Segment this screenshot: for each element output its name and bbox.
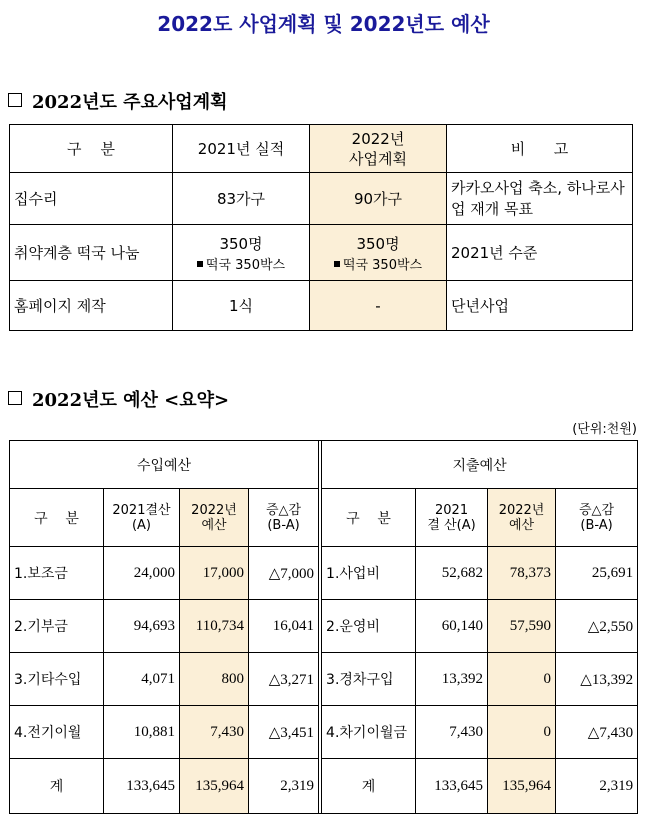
plan-2021-subtext: 떡국 350박스 (205, 257, 286, 273)
income-diff: △7,000 (249, 547, 319, 600)
expense-total-label: 계 (322, 759, 416, 814)
plan-header-row (10, 125, 633, 173)
plan-row (10, 281, 633, 331)
expense-total-2022: 135,964 (488, 759, 556, 814)
plan-2022-value: - (310, 281, 447, 331)
expense-total-diff: 2,319 (556, 759, 638, 814)
income-title: 수입예산 (10, 441, 319, 489)
expense-diff: △7,430 (556, 706, 638, 759)
income-2021: 10,881 (104, 706, 180, 759)
income-header-diff: 증△감 (B-A) (249, 489, 319, 547)
expense-total-2021: 133,645 (416, 759, 488, 814)
income-header-2022: 2022년 예산 (180, 489, 249, 547)
expense-diff: △2,550 (556, 600, 638, 653)
plan-section-heading (8, 88, 227, 114)
income-2021: 4,071 (104, 653, 180, 706)
income-diff: △3,451 (249, 706, 319, 759)
plan-2022-cell (310, 225, 447, 281)
plan-2022-subtext: 떡국 350박스 (342, 257, 423, 273)
plan-note: 단년사업 (447, 281, 633, 331)
total-row (10, 759, 638, 814)
income-2021: 94,693 (104, 600, 180, 653)
plan-2021-value: 83가구 (173, 173, 310, 225)
budget-table (9, 440, 638, 814)
expense-2021: 60,140 (416, 600, 488, 653)
income-item: 2.기부금 (10, 600, 104, 653)
plan-2021-cell (173, 225, 310, 281)
plan-2021-subvalue (177, 254, 305, 273)
income-header-item: 구 분 (10, 489, 104, 547)
expense-item: 2.운영비 (322, 600, 416, 653)
plan-2021-value: 350명 (219, 234, 263, 253)
expense-header-item: 구 분 (322, 489, 416, 547)
plan-2021-value: 1식 (173, 281, 310, 331)
plan-item: 집수리 (10, 173, 173, 225)
income-total-2021: 133,645 (104, 759, 180, 814)
expense-header-2022: 2022년 예산 (488, 489, 556, 547)
income-2022: 7,430 (180, 706, 249, 759)
income-item: 3.기타수입 (10, 653, 104, 706)
income-total-diff: 2,319 (249, 759, 319, 814)
plan-item: 홈페이지 제작 (10, 281, 173, 331)
plan-item: 취약계층 떡국 나눔 (10, 225, 173, 281)
plan-header-2022: 2022년 사업계획 (310, 125, 447, 173)
plan-header-item: 구 분 (10, 125, 173, 173)
table-row (10, 706, 638, 759)
plan-note: 카카오사업 축소, 하나로사업 재개 목표 (447, 173, 633, 225)
expense-item: 4.차기이월금 (322, 706, 416, 759)
expense-header-diff: 증△감 (B-A) (556, 489, 638, 547)
table-row (10, 653, 638, 706)
expense-2022: 57,590 (488, 600, 556, 653)
expense-diff: △13,392 (556, 653, 638, 706)
income-diff: △3,271 (249, 653, 319, 706)
income-header-2021: 2021결산 (A) (104, 489, 180, 547)
page-title: 2022도 사업계획 및 2022년도 예산 (157, 12, 490, 36)
plan-header-2021: 2021년 실적 (173, 125, 310, 173)
income-item: 1.보조금 (10, 547, 104, 600)
plan-header-note: 비 고 (447, 125, 633, 173)
budget-section-heading (8, 386, 229, 412)
expense-2022: 0 (488, 653, 556, 706)
expense-2022: 0 (488, 706, 556, 759)
checkbox-square-icon (8, 93, 22, 107)
table-row (10, 600, 638, 653)
plan-2022-value: 90가구 (310, 173, 447, 225)
expense-diff: 25,691 (556, 547, 638, 600)
income-2022: 800 (180, 653, 249, 706)
plan-2022-subvalue (314, 254, 442, 273)
plan-note: 2021년 수준 (447, 225, 633, 281)
plan-row (10, 173, 633, 225)
expense-2021: 13,392 (416, 653, 488, 706)
income-2022: 17,000 (180, 547, 249, 600)
bullet-square-icon (197, 261, 203, 267)
plan-row (10, 225, 633, 281)
income-total-2022: 135,964 (180, 759, 249, 814)
income-item: 4.전기이월 (10, 706, 104, 759)
unit-label: (단위:천원) (572, 422, 637, 437)
plan-heading-text: 2022년도 주요사업계획 (32, 92, 228, 113)
plan-table (9, 124, 633, 331)
expense-2021: 52,682 (416, 547, 488, 600)
expense-2022: 78,373 (488, 547, 556, 600)
budget-header-row (10, 489, 638, 547)
income-2021: 24,000 (104, 547, 180, 600)
bullet-square-icon (334, 261, 340, 267)
expense-item: 1.사업비 (322, 547, 416, 600)
expense-title: 지출예산 (322, 441, 638, 489)
expense-item: 3.경차구입 (322, 653, 416, 706)
checkbox-square-icon (8, 391, 22, 405)
table-row (10, 547, 638, 600)
income-diff: 16,041 (249, 600, 319, 653)
budget-group-row (10, 441, 638, 489)
expense-header-2021: 2021 결 산(A) (416, 489, 488, 547)
expense-2021: 7,430 (416, 706, 488, 759)
income-2022: 110,734 (180, 600, 249, 653)
plan-2022-value: 350명 (356, 234, 400, 253)
income-total-label: 계 (10, 759, 104, 814)
budget-heading-text: 2022년도 예산 <요약> (32, 390, 230, 411)
